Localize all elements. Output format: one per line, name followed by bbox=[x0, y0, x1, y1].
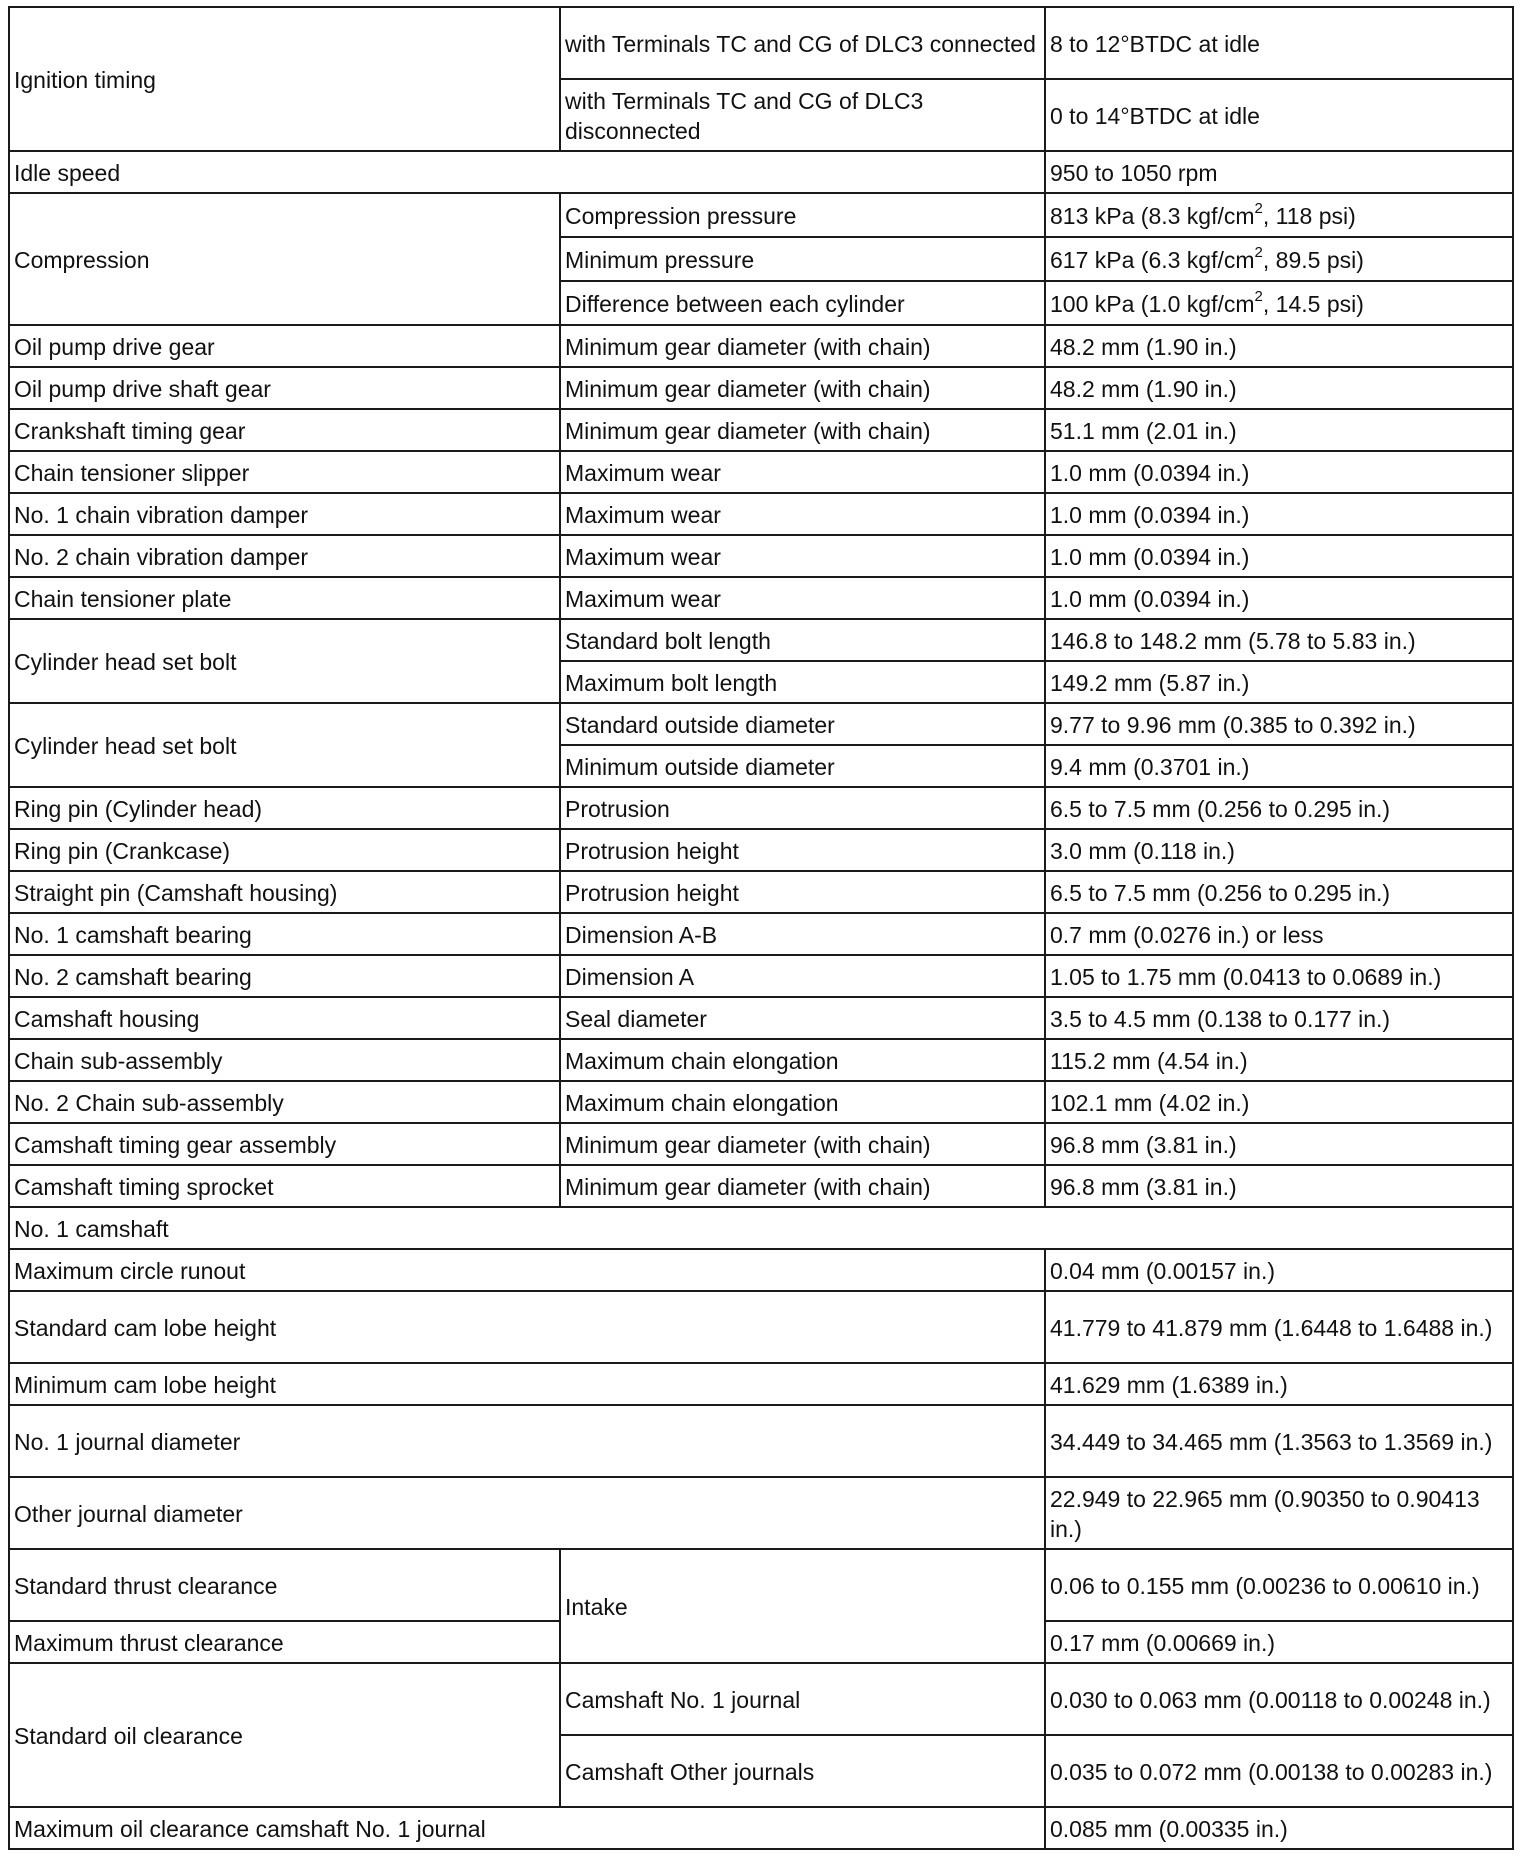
item-cell: Standard oil clearance bbox=[9, 1663, 560, 1807]
table-row bbox=[9, 1165, 1513, 1207]
value-cell: 0.7 mm (0.0276 in.) or less bbox=[1045, 913, 1513, 955]
condition-cell: Minimum gear diameter (with chain) bbox=[560, 325, 1045, 367]
condition-cell: Maximum wear bbox=[560, 493, 1045, 535]
value-cell bbox=[1045, 281, 1513, 325]
condition-cell: with Terminals TC and CG of DLC3 disconnected bbox=[560, 79, 1045, 151]
item-cell: Ring pin (Cylinder head) bbox=[9, 787, 560, 829]
item-cell: Maximum thrust clearance bbox=[9, 1621, 560, 1663]
value-cell: 6.5 to 7.5 mm (0.256 to 0.295 in.) bbox=[1045, 871, 1513, 913]
value-text: , 118 psi) bbox=[1262, 202, 1356, 229]
value-cell: 0 to 14°BTDC at idle bbox=[1045, 79, 1513, 151]
table-row bbox=[9, 829, 1513, 871]
table-row bbox=[9, 1663, 1513, 1735]
table-row bbox=[9, 493, 1513, 535]
condition-cell: Minimum gear diameter (with chain) bbox=[560, 1165, 1045, 1207]
condition-cell: with Terminals TC and CG of DLC3 connected bbox=[560, 7, 1045, 79]
value-cell: 1.0 mm (0.0394 in.) bbox=[1045, 451, 1513, 493]
table-row bbox=[9, 535, 1513, 577]
value-cell: 34.449 to 34.465 mm (1.3563 to 1.3569 in.) bbox=[1045, 1405, 1513, 1477]
value-cell: 0.085 mm (0.00335 in.) bbox=[1045, 1807, 1513, 1849]
condition-cell: Standard outside diameter bbox=[560, 703, 1045, 745]
item-cell: Camshaft housing bbox=[9, 997, 560, 1039]
value-cell: 0.17 mm (0.00669 in.) bbox=[1045, 1621, 1513, 1663]
condition-cell: Maximum chain elongation bbox=[560, 1081, 1045, 1123]
value-cell: 0.030 to 0.063 mm (0.00118 to 0.00248 in.) bbox=[1045, 1663, 1513, 1735]
item-cell: Maximum circle runout bbox=[9, 1249, 1045, 1291]
value-cell: 48.2 mm (1.90 in.) bbox=[1045, 367, 1513, 409]
table-row bbox=[9, 1123, 1513, 1165]
condition-cell: Maximum chain elongation bbox=[560, 1039, 1045, 1081]
value-text: 813 kPa (8.3 kgf/cm bbox=[1050, 202, 1255, 229]
value-text: 617 kPa (6.3 kgf/cm bbox=[1050, 246, 1255, 273]
condition-cell: Standard bolt length bbox=[560, 619, 1045, 661]
condition-cell: Dimension A-B bbox=[560, 913, 1045, 955]
table-row bbox=[9, 619, 1513, 661]
condition-cell: Seal diameter bbox=[560, 997, 1045, 1039]
item-cell: Oil pump drive gear bbox=[9, 325, 560, 367]
value-cell: 0.035 to 0.072 mm (0.00138 to 0.00283 in.) bbox=[1045, 1735, 1513, 1807]
section-heading-cell: No. 1 camshaft bbox=[9, 1207, 1513, 1249]
value-cell: 41.779 to 41.879 mm (1.6448 to 1.6488 in.) bbox=[1045, 1291, 1513, 1363]
value-cell: 8 to 12°BTDC at idle bbox=[1045, 7, 1513, 79]
condition-cell: Maximum wear bbox=[560, 577, 1045, 619]
table-row bbox=[9, 7, 1513, 79]
table-row bbox=[9, 151, 1513, 193]
item-cell: Minimum cam lobe height bbox=[9, 1363, 1045, 1405]
item-cell: No. 2 chain vibration damper bbox=[9, 535, 560, 577]
value-cell bbox=[1045, 193, 1513, 237]
condition-cell: Maximum wear bbox=[560, 451, 1045, 493]
value-cell: 1.0 mm (0.0394 in.) bbox=[1045, 577, 1513, 619]
value-cell: 3.5 to 4.5 mm (0.138 to 0.177 in.) bbox=[1045, 997, 1513, 1039]
table-row bbox=[9, 409, 1513, 451]
item-cell: Chain tensioner slipper bbox=[9, 451, 560, 493]
value-cell: 149.2 mm (5.87 in.) bbox=[1045, 661, 1513, 703]
value-cell: 48.2 mm (1.90 in.) bbox=[1045, 325, 1513, 367]
value-text: , 14.5 psi) bbox=[1262, 290, 1364, 317]
value-cell: 96.8 mm (3.81 in.) bbox=[1045, 1165, 1513, 1207]
value-cell: 0.06 to 0.155 mm (0.00236 to 0.00610 in.) bbox=[1045, 1549, 1513, 1621]
item-cell: Chain sub-assembly bbox=[9, 1039, 560, 1081]
item-cell: Compression bbox=[9, 193, 560, 325]
item-cell: Cylinder head set bolt bbox=[9, 703, 560, 787]
value-text: 100 kPa (1.0 kgf/cm bbox=[1050, 290, 1255, 317]
value-cell: 51.1 mm (2.01 in.) bbox=[1045, 409, 1513, 451]
item-cell: Crankshaft timing gear bbox=[9, 409, 560, 451]
item-cell: Straight pin (Camshaft housing) bbox=[9, 871, 560, 913]
item-cell: Other journal diameter bbox=[9, 1477, 1045, 1549]
item-cell: No. 1 chain vibration damper bbox=[9, 493, 560, 535]
value-cell: 22.949 to 22.965 mm (0.90350 to 0.90413 in.) bbox=[1045, 1477, 1513, 1549]
value-cell: 9.4 mm (0.3701 in.) bbox=[1045, 745, 1513, 787]
table-row bbox=[9, 1549, 1513, 1621]
condition-cell: Camshaft No. 1 journal bbox=[560, 1663, 1045, 1735]
item-cell: Idle speed bbox=[9, 151, 1045, 193]
item-cell: No. 2 camshaft bearing bbox=[9, 955, 560, 997]
item-cell: Standard thrust clearance bbox=[9, 1549, 560, 1621]
item-cell: No. 2 Chain sub-assembly bbox=[9, 1081, 560, 1123]
value-cell: 1.0 mm (0.0394 in.) bbox=[1045, 535, 1513, 577]
value-cell: 0.04 mm (0.00157 in.) bbox=[1045, 1249, 1513, 1291]
item-cell: Chain tensioner plate bbox=[9, 577, 560, 619]
condition-cell: Maximum wear bbox=[560, 535, 1045, 577]
item-cell: Maximum oil clearance camshaft No. 1 journal bbox=[9, 1807, 1045, 1849]
value-cell: 9.77 to 9.96 mm (0.385 to 0.392 in.) bbox=[1045, 703, 1513, 745]
item-cell: No. 1 journal diameter bbox=[9, 1405, 1045, 1477]
value-cell: 1.05 to 1.75 mm (0.0413 to 0.0689 in.) bbox=[1045, 955, 1513, 997]
item-cell: Ignition timing bbox=[9, 7, 560, 151]
table-row bbox=[9, 577, 1513, 619]
table-row bbox=[9, 1405, 1513, 1477]
table-row bbox=[9, 451, 1513, 493]
condition-cell: Minimum gear diameter (with chain) bbox=[560, 409, 1045, 451]
value-cell: 96.8 mm (3.81 in.) bbox=[1045, 1123, 1513, 1165]
value-cell: 102.1 mm (4.02 in.) bbox=[1045, 1081, 1513, 1123]
table-row bbox=[9, 1249, 1513, 1291]
value-cell: 115.2 mm (4.54 in.) bbox=[1045, 1039, 1513, 1081]
table-row bbox=[9, 325, 1513, 367]
condition-cell: Compression pressure bbox=[560, 193, 1045, 237]
item-cell: No. 1 camshaft bearing bbox=[9, 913, 560, 955]
table-row bbox=[9, 1081, 1513, 1123]
condition-cell: Minimum outside diameter bbox=[560, 745, 1045, 787]
value-cell: 6.5 to 7.5 mm (0.256 to 0.295 in.) bbox=[1045, 787, 1513, 829]
condition-cell: Minimum gear diameter (with chain) bbox=[560, 367, 1045, 409]
value-cell: 950 to 1050 rpm bbox=[1045, 151, 1513, 193]
item-cell: Camshaft timing gear assembly bbox=[9, 1123, 560, 1165]
table-row bbox=[9, 955, 1513, 997]
item-cell: Ring pin (Crankcase) bbox=[9, 829, 560, 871]
table-row bbox=[9, 871, 1513, 913]
table-row bbox=[9, 787, 1513, 829]
value-cell: 1.0 mm (0.0394 in.) bbox=[1045, 493, 1513, 535]
table-row bbox=[9, 1207, 1513, 1249]
item-cell: Oil pump drive shaft gear bbox=[9, 367, 560, 409]
table-row bbox=[9, 997, 1513, 1039]
condition-cell: Dimension A bbox=[560, 955, 1045, 997]
condition-cell: Minimum pressure bbox=[560, 237, 1045, 281]
condition-cell: Maximum bolt length bbox=[560, 661, 1045, 703]
superscript: 2 bbox=[1254, 287, 1263, 305]
condition-cell: Difference between each cylinder bbox=[560, 281, 1045, 325]
condition-cell: Protrusion height bbox=[560, 871, 1045, 913]
superscript: 2 bbox=[1254, 199, 1263, 217]
table-row bbox=[9, 367, 1513, 409]
table-row bbox=[9, 193, 1513, 237]
condition-cell: Intake bbox=[560, 1549, 1045, 1663]
condition-cell: Minimum gear diameter (with chain) bbox=[560, 1123, 1045, 1165]
table-row bbox=[9, 703, 1513, 745]
value-cell: 3.0 mm (0.118 in.) bbox=[1045, 829, 1513, 871]
item-cell: Camshaft timing sprocket bbox=[9, 1165, 560, 1207]
table-row bbox=[9, 1291, 1513, 1363]
table-row bbox=[9, 1363, 1513, 1405]
condition-cell: Protrusion bbox=[560, 787, 1045, 829]
item-cell: Cylinder head set bolt bbox=[9, 619, 560, 703]
table-row bbox=[9, 913, 1513, 955]
value-cell: 146.8 to 148.2 mm (5.78 to 5.83 in.) bbox=[1045, 619, 1513, 661]
specifications-table bbox=[8, 6, 1514, 1850]
value-text: , 89.5 psi) bbox=[1262, 246, 1364, 273]
value-cell: 41.629 mm (1.6389 in.) bbox=[1045, 1363, 1513, 1405]
condition-cell: Camshaft Other journals bbox=[560, 1735, 1045, 1807]
value-cell bbox=[1045, 237, 1513, 281]
table-row bbox=[9, 1807, 1513, 1849]
item-cell: Standard cam lobe height bbox=[9, 1291, 1045, 1363]
table-row bbox=[9, 1039, 1513, 1081]
condition-cell: Protrusion height bbox=[560, 829, 1045, 871]
table-row bbox=[9, 1477, 1513, 1549]
superscript: 2 bbox=[1254, 243, 1263, 261]
